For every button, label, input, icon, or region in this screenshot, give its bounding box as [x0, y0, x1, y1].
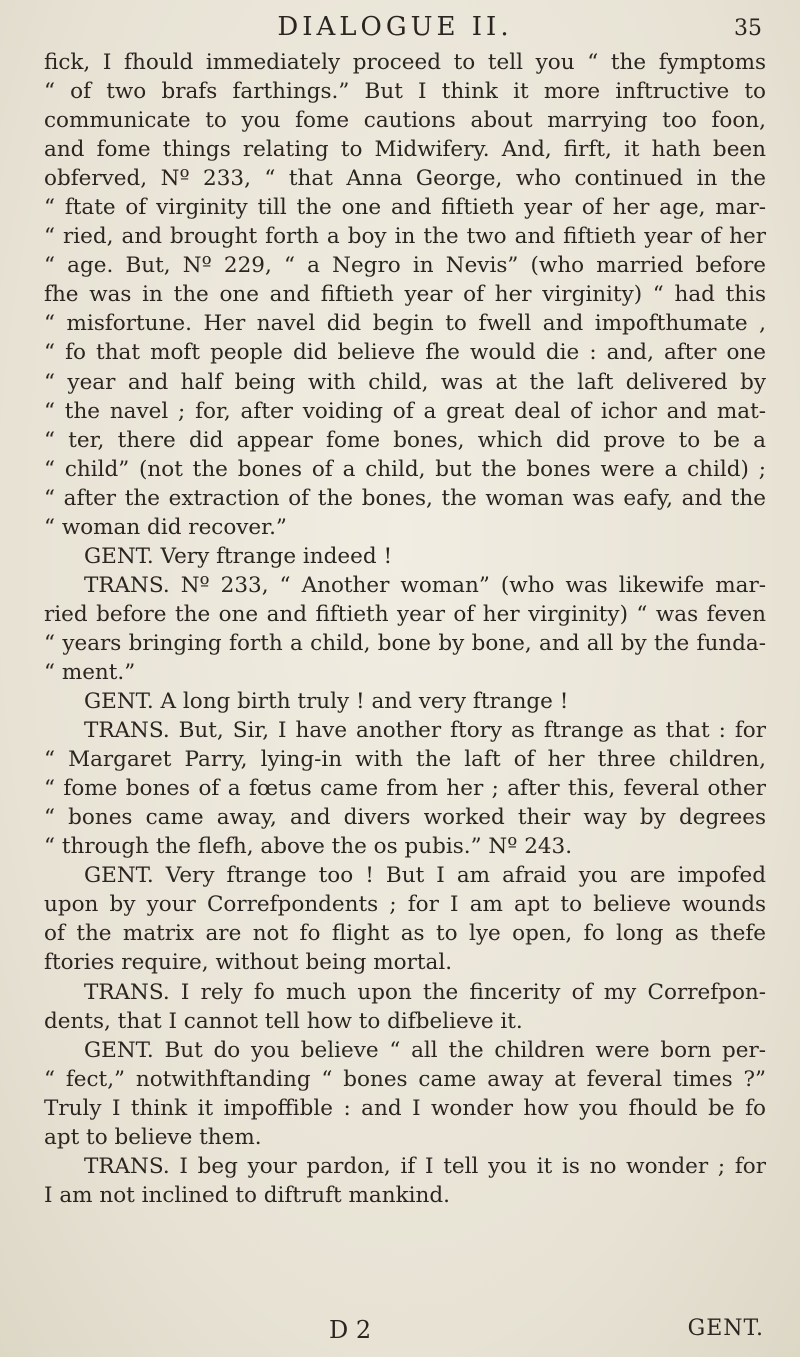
- text-line: and fome things relating to Midwifery. And, firft, it hath been: [44, 137, 766, 163]
- text-line: “ child” (not the bones of a child, but the bones were a child) ;: [44, 456, 766, 482]
- text-line: “ age. But, Nº 229, “ a Negro in Nevis” (who married before: [44, 253, 766, 279]
- page-footer: [44, 1316, 764, 1350]
- text-line: “ ter, there did appear fome bones, which did prove to be a: [44, 427, 766, 453]
- text-line: Truly I think it impoffible : and I wonder how you fhould be fo: [44, 1095, 766, 1121]
- text-line: I am not inclined to diftruft mankind.: [44, 1182, 450, 1208]
- text-line: GENT. A long birth truly ! and very ftrange !: [84, 689, 569, 715]
- text-line: “ after the extraction of the bones, the woman was eafy, and the: [44, 485, 766, 511]
- text-line: TRANS. I rely fo much upon the fincerity of my Correfpon-: [84, 979, 766, 1005]
- text-line: dents, that I cannot tell how to difbelieve it.: [44, 1008, 523, 1034]
- text-line: “ misfortune. Her navel did begin to fwell and impofthumate ,: [44, 311, 766, 337]
- text-line: GENT. But do you believe “ all the children were born per-: [84, 1037, 766, 1063]
- text-line: communicate to you fome cautions about marrying too foon,: [44, 108, 766, 134]
- text-line: fick, I fhould immediately proceed to tell you “ the fymptoms: [44, 50, 766, 75]
- page-header: [50, 10, 762, 50]
- text-line: “ fo that moft people did believe fhe would die : and, after one: [44, 340, 766, 366]
- text-line: “ the navel ; for, after voiding of a great deal of ichor and mat-: [44, 398, 766, 424]
- text-line: “ woman did recover.”: [44, 514, 287, 540]
- text-line: upon by your Correfpondents ; for I am apt to believe wounds: [44, 892, 766, 918]
- page-number: 35: [734, 16, 762, 41]
- text-line: fhe was in the one and fiftieth year of her virginity) “ had this: [44, 282, 766, 308]
- text-line: “ fome bones of a fœtus came from her ; after this, feveral other: [44, 776, 766, 802]
- signature-mark: D 2: [329, 1316, 372, 1344]
- text-line: obferved, Nº 233, “ that Anna George, who continued in the: [44, 166, 766, 192]
- text-line: “ ment.”: [44, 659, 136, 685]
- text-line: of the matrix are not fo flight as to lye open, fo long as thefe: [44, 921, 766, 947]
- text-line: “ through the flefh, above the os pubis.” Nº 243.: [44, 834, 573, 860]
- text-line: ried before the one and fiftieth year of her virginity) “ was feven: [44, 601, 766, 627]
- text-line: apt to believe them.: [44, 1124, 262, 1150]
- text-line: ftories require, without being mortal.: [44, 950, 453, 976]
- running-head: DIALOGUE II.: [277, 12, 513, 42]
- text-line: GENT. Very ftrange too ! But I am afraid you are impofed: [84, 863, 766, 889]
- catchword: GENT.: [687, 1316, 764, 1341]
- body-text: [44, 48, 766, 1210]
- text-line: GENT. Very ftrange indeed !: [84, 543, 393, 569]
- text-line: “ fect,” notwithftanding “ bones came away at feveral times ?”: [44, 1066, 766, 1092]
- text-line: “ years bringing forth a child, bone by bone, and all by the funda-: [44, 630, 766, 656]
- text-line: TRANS. I beg your pardon, if I tell you it is no wonder ; for: [84, 1153, 766, 1179]
- text-line: “ ftate of virginity till the one and fiftieth year of her age, mar-: [44, 195, 766, 221]
- text-line: TRANS. Nº 233, “ Another woman” (who was likewife mar-: [84, 572, 766, 598]
- text-line: “ bones came away, and divers worked their way by degrees: [44, 805, 766, 831]
- text-line: “ Margaret Parry, lying-in with the laft of her three children,: [44, 747, 766, 773]
- text-line: “ ried, and brought forth a boy in the two and fiftieth year of her: [44, 224, 766, 250]
- text-line: “ year and half being with child, was at the laft delivered by: [44, 369, 766, 395]
- text-line: “ of two brafs farthings.” But I think it more inftructive to: [44, 79, 766, 105]
- text-line: TRANS. But, Sir, I have another ftory as ftrange as that : for: [84, 718, 766, 744]
